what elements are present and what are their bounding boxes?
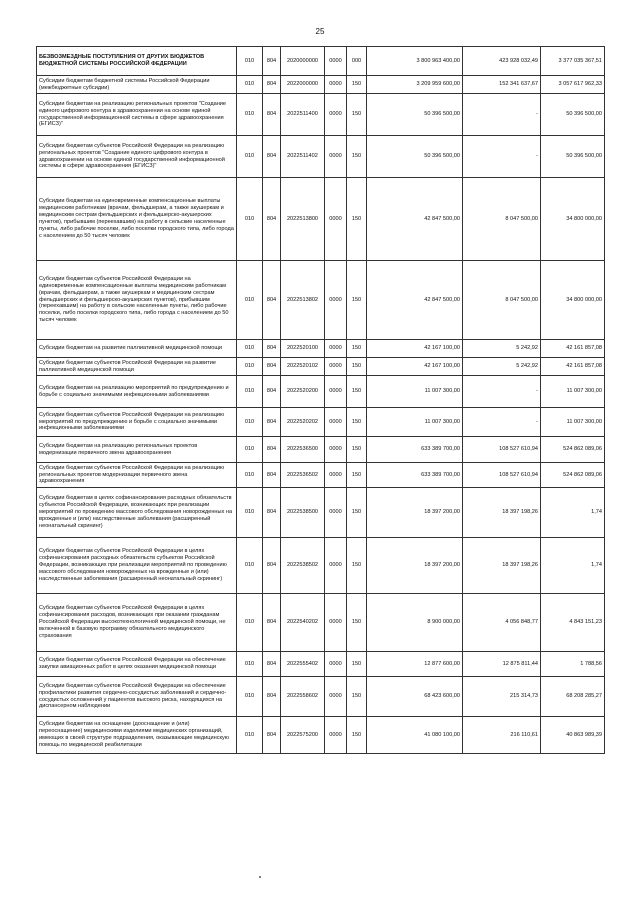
row-name: Субсидии бюджетам субъектов Российской Федерации на реализацию региональных проектов модернизации первичного звена здравоохранения [37, 463, 237, 488]
row-section-code: 804 [263, 677, 281, 717]
row-name: Субсидии бюджетам на единовременные компенсационные выплаты медицинским работникам (врачам, фельдшерам, а также акушеркам и медицинским сестрам фельдшерских и фельдшерско-акушерских пунктов), прибывшим (переехавшим) на работу в сельские населенные пункты, либо рабочие поселки, либо поселки городского типа, либо города с населением до 50 тысяч человек [37, 178, 237, 261]
row-approved-amount: 8 900 000,00 [367, 594, 463, 652]
row-admin-code: 010 [237, 261, 263, 340]
row-remaining-amount: 3 377 035 367,51 [541, 47, 605, 76]
row-approved-amount: 12 877 600,00 [367, 652, 463, 677]
row-subtype-code: 0000 [325, 463, 347, 488]
row-kind-code: 150 [347, 376, 367, 408]
row-executed-amount: 5 242,92 [463, 340, 541, 358]
row-subtype-code: 0000 [325, 594, 347, 652]
row-section-code: 804 [263, 47, 281, 76]
row-subtype-code: 0000 [325, 677, 347, 717]
row-executed-amount: 5 242,92 [463, 358, 541, 376]
row-kind-code: 150 [347, 437, 367, 463]
row-executed-amount: 4 056 848,77 [463, 594, 541, 652]
row-admin-code: 010 [237, 594, 263, 652]
row-executed-amount: 108 527 610,94 [463, 437, 541, 463]
row-revenue-code: 2022536502 [281, 463, 325, 488]
row-kind-code: 150 [347, 340, 367, 358]
row-section-code: 804 [263, 652, 281, 677]
row-revenue-code: 2022520102 [281, 358, 325, 376]
row-kind-code: 150 [347, 488, 367, 538]
row-revenue-code: 2020000000 [281, 47, 325, 76]
row-name: Субсидии бюджетам на реализацию региональных проектов "Создание единого цифрового контура в здравоохранении на основе единой государственной информационной системы в сфере здравоохранения (ЕГИСЗ)" [37, 94, 237, 136]
row-subtype-code: 0000 [325, 136, 347, 178]
row-admin-code: 010 [237, 340, 263, 358]
row-remaining-amount: 524 862 089,06 [541, 463, 605, 488]
row-kind-code: 150 [347, 76, 367, 94]
row-remaining-amount: 50 396 500,00 [541, 136, 605, 178]
row-name: Субсидии бюджетам субъектов Российской Федерации на обеспечение закупки авиационных работ в целях оказания медицинской помощи [37, 652, 237, 677]
row-kind-code: 150 [347, 538, 367, 594]
row-executed-amount: 108 527 610,94 [463, 463, 541, 488]
row-section-code: 804 [263, 408, 281, 437]
row-kind-code: 150 [347, 408, 367, 437]
row-admin-code: 010 [237, 136, 263, 178]
row-section-code: 804 [263, 178, 281, 261]
row-remaining-amount: 11 007 300,00 [541, 376, 605, 408]
row-approved-amount: 42 847 500,00 [367, 261, 463, 340]
row-subtype-code: 0000 [325, 178, 347, 261]
row-executed-amount: 8 047 500,00 [463, 261, 541, 340]
row-remaining-amount: 40 863 989,39 [541, 717, 605, 754]
row-admin-code: 010 [237, 358, 263, 376]
row-kind-code: 150 [347, 178, 367, 261]
row-name: БЕЗВОЗМЕЗДНЫЕ ПОСТУПЛЕНИЯ ОТ ДРУГИХ БЮДЖЕТОВ БЮДЖЕТНОЙ СИСТЕМЫ РОССИЙСКОЙ ФЕДЕРАЦИИ [37, 47, 237, 76]
budget-revenue-table [36, 46, 605, 754]
row-admin-code: 010 [237, 488, 263, 538]
row-name: Субсидии бюджетам субъектов Российской Федерации на реализацию мероприятий по предупреждению и борьбе с социально значимыми инфекционными заболеваниями [37, 408, 237, 437]
row-revenue-code: 2022511400 [281, 94, 325, 136]
row-approved-amount: 11 007 300,00 [367, 376, 463, 408]
row-remaining-amount: 524 862 089,06 [541, 437, 605, 463]
row-name: Субсидии бюджетам бюджетной системы Российской Федерации (межбюджетные субсидии) [37, 76, 237, 94]
table-row [37, 652, 605, 677]
row-executed-amount: - [463, 136, 541, 178]
row-remaining-amount: 42 161 857,08 [541, 358, 605, 376]
row-section-code: 804 [263, 76, 281, 94]
row-kind-code: 150 [347, 677, 367, 717]
row-name: Субсидии бюджетам субъектов Российской Федерации на реализацию региональных проектов "Создание единого цифрового контура в здравоохранении на основе единой государственной информационной системы в сфере здравоохранения (ЕГИСЗ)" [37, 136, 237, 178]
table-row [37, 408, 605, 437]
row-admin-code: 010 [237, 463, 263, 488]
table-row [37, 76, 605, 94]
row-admin-code: 010 [237, 408, 263, 437]
table-row [37, 463, 605, 488]
row-subtype-code: 0000 [325, 408, 347, 437]
row-approved-amount: 42 847 500,00 [367, 178, 463, 261]
row-revenue-code: 2022536500 [281, 437, 325, 463]
row-approved-amount: 633 389 700,00 [367, 463, 463, 488]
row-subtype-code: 0000 [325, 717, 347, 754]
row-name: Субсидии бюджетам субъектов Российской Федерации на единовременные компенсационные выплаты медицинским работникам (врачам, фельдшерам, а также акушеркам и медицинским сестрам фельдшерских и фельдшерско-акушерских пунктов), прибывшим (переехавшим) на работу в сельские населенные пункты, либо рабочие поселки, либо поселки городского типа, либо города с населением до 50 тысяч человек [37, 261, 237, 340]
row-approved-amount: 50 396 500,00 [367, 94, 463, 136]
row-revenue-code: 2022538502 [281, 538, 325, 594]
row-subtype-code: 0000 [325, 261, 347, 340]
row-admin-code: 010 [237, 47, 263, 76]
row-section-code: 804 [263, 488, 281, 538]
row-approved-amount: 42 167 100,00 [367, 340, 463, 358]
row-name: Субсидии бюджетам субъектов Российской Федерации в целях софинансирования расходных обязательств субъектов Российской Федерации, возникающих при реализации мероприятий по проведению массового обследования новорожденных на врожденные и (или) наследственные заболевания (расширенный неонатальный скрининг) [37, 538, 237, 594]
row-name: Субсидии бюджетам субъектов Российской Федерации на развитие паллиативной медицинской помощи [37, 358, 237, 376]
row-kind-code: 150 [347, 94, 367, 136]
row-kind-code: 150 [347, 594, 367, 652]
table-row [37, 717, 605, 754]
row-executed-amount: 423 928 032,49 [463, 47, 541, 76]
row-admin-code: 010 [237, 717, 263, 754]
row-section-code: 804 [263, 376, 281, 408]
table-row [37, 437, 605, 463]
row-revenue-code: 2022520100 [281, 340, 325, 358]
row-admin-code: 010 [237, 376, 263, 408]
row-admin-code: 010 [237, 652, 263, 677]
row-admin-code: 010 [237, 538, 263, 594]
table-row [37, 47, 605, 76]
table-row [37, 94, 605, 136]
row-subtype-code: 0000 [325, 76, 347, 94]
row-kind-code: 150 [347, 136, 367, 178]
row-name: Субсидии бюджетам в целях софинансирования расходных обязательств субъектов Российской Федерации, возникающих при реализации мероприятий по проведению массового обследования новорожденных на врожденные и (или) наследственные заболевания (расширенный неонатальный скрининг) [37, 488, 237, 538]
row-approved-amount: 633 389 700,00 [367, 437, 463, 463]
row-revenue-code: 2022575200 [281, 717, 325, 754]
row-approved-amount: 11 007 300,00 [367, 408, 463, 437]
row-approved-amount: 18 397 200,00 [367, 488, 463, 538]
row-kind-code: 000 [347, 47, 367, 76]
row-name: Субсидии бюджетам субъектов Российской Федерации на обеспечение профилактики развития сердечно-сосудистых заболеваний и сердечно-сосудистых осложнений у пациентов высокого риска, находящихся на диспансерном наблюдении [37, 677, 237, 717]
row-section-code: 804 [263, 94, 281, 136]
row-approved-amount: 50 396 500,00 [367, 136, 463, 178]
row-kind-code: 150 [347, 463, 367, 488]
row-remaining-amount: 11 007 300,00 [541, 408, 605, 437]
row-subtype-code: 0000 [325, 488, 347, 538]
page-number: 25 [315, 27, 325, 36]
row-remaining-amount: 34 800 000,00 [541, 178, 605, 261]
table-row [37, 538, 605, 594]
row-revenue-code: 2022513802 [281, 261, 325, 340]
row-remaining-amount: 4 843 151,23 [541, 594, 605, 652]
row-approved-amount: 3 209 959 600,00 [367, 76, 463, 94]
row-executed-amount: 12 875 811,44 [463, 652, 541, 677]
table-row [37, 340, 605, 358]
row-subtype-code: 0000 [325, 652, 347, 677]
row-executed-amount: 18 397 198,26 [463, 538, 541, 594]
row-section-code: 804 [263, 358, 281, 376]
row-name: Субсидии бюджетам субъектов Российской Федерации в целях софинансирования расходов, возникающих при оказании гражданам Российской Федерации высокотехнологичной медицинской помощи, не включенной в базовую программу обязательного медицинского страхования [37, 594, 237, 652]
row-executed-amount: 216 110,61 [463, 717, 541, 754]
row-section-code: 804 [263, 594, 281, 652]
row-subtype-code: 0000 [325, 47, 347, 76]
row-admin-code: 010 [237, 677, 263, 717]
row-kind-code: 150 [347, 717, 367, 754]
row-revenue-code: 2022520200 [281, 376, 325, 408]
table-row [37, 261, 605, 340]
row-revenue-code: 2022511402 [281, 136, 325, 178]
row-executed-amount: - [463, 408, 541, 437]
table-row [37, 677, 605, 717]
table-row [37, 594, 605, 652]
row-remaining-amount: 42 161 857,08 [541, 340, 605, 358]
row-remaining-amount: 1 788,56 [541, 652, 605, 677]
table-row [37, 178, 605, 261]
row-executed-amount: 18 397 198,26 [463, 488, 541, 538]
row-kind-code: 150 [347, 652, 367, 677]
row-section-code: 804 [263, 463, 281, 488]
row-executed-amount: 8 047 500,00 [463, 178, 541, 261]
row-section-code: 804 [263, 340, 281, 358]
row-name: Субсидии бюджетам на развитие паллиативной медицинской помощи [37, 340, 237, 358]
row-executed-amount: - [463, 94, 541, 136]
row-section-code: 804 [263, 717, 281, 754]
row-section-code: 804 [263, 136, 281, 178]
row-name: Субсидии бюджетам на оснащение (дооснащение и (или) переоснащение) медицинскими изделиями медицинских организаций, имеющих в своей структуре подразделения, оказывающие медицинскую помощь по медицинской реабилитации [37, 717, 237, 754]
row-name: Субсидии бюджетам на реализацию мероприятий по предупреждению и борьбе с социально значимыми инфекционными заболеваниями [37, 376, 237, 408]
row-kind-code: 150 [347, 261, 367, 340]
row-revenue-code: 2022538500 [281, 488, 325, 538]
table-row [37, 358, 605, 376]
row-section-code: 804 [263, 437, 281, 463]
row-approved-amount: 41 080 100,00 [367, 717, 463, 754]
row-section-code: 804 [263, 261, 281, 340]
scan-speck [259, 876, 261, 878]
row-admin-code: 010 [237, 94, 263, 136]
row-subtype-code: 0000 [325, 94, 347, 136]
row-executed-amount: 215 314,73 [463, 677, 541, 717]
row-kind-code: 150 [347, 358, 367, 376]
table-row [37, 136, 605, 178]
row-remaining-amount: 34 800 000,00 [541, 261, 605, 340]
row-remaining-amount: 3 057 617 962,33 [541, 76, 605, 94]
row-subtype-code: 0000 [325, 376, 347, 408]
row-revenue-code: 2022513800 [281, 178, 325, 261]
table-row [37, 376, 605, 408]
row-executed-amount: - [463, 376, 541, 408]
row-approved-amount: 68 423 600,00 [367, 677, 463, 717]
row-admin-code: 010 [237, 178, 263, 261]
row-subtype-code: 0000 [325, 538, 347, 594]
row-approved-amount: 18 397 200,00 [367, 538, 463, 594]
row-remaining-amount: 1,74 [541, 538, 605, 594]
row-admin-code: 010 [237, 437, 263, 463]
row-remaining-amount: 50 396 500,00 [541, 94, 605, 136]
row-subtype-code: 0000 [325, 437, 347, 463]
table-row [37, 488, 605, 538]
row-approved-amount: 3 800 963 400,00 [367, 47, 463, 76]
row-revenue-code: 2022555402 [281, 652, 325, 677]
row-revenue-code: 2022000000 [281, 76, 325, 94]
row-revenue-code: 2022558602 [281, 677, 325, 717]
row-remaining-amount: 1,74 [541, 488, 605, 538]
row-revenue-code: 2022520202 [281, 408, 325, 437]
row-name: Субсидии бюджетам на реализацию региональных проектов модернизации первичного звена здравоохранения [37, 437, 237, 463]
row-subtype-code: 0000 [325, 358, 347, 376]
row-remaining-amount: 68 208 285,27 [541, 677, 605, 717]
row-subtype-code: 0000 [325, 340, 347, 358]
row-section-code: 804 [263, 538, 281, 594]
row-revenue-code: 2022540202 [281, 594, 325, 652]
row-approved-amount: 42 167 100,00 [367, 358, 463, 376]
row-executed-amount: 152 341 637,67 [463, 76, 541, 94]
row-admin-code: 010 [237, 76, 263, 94]
